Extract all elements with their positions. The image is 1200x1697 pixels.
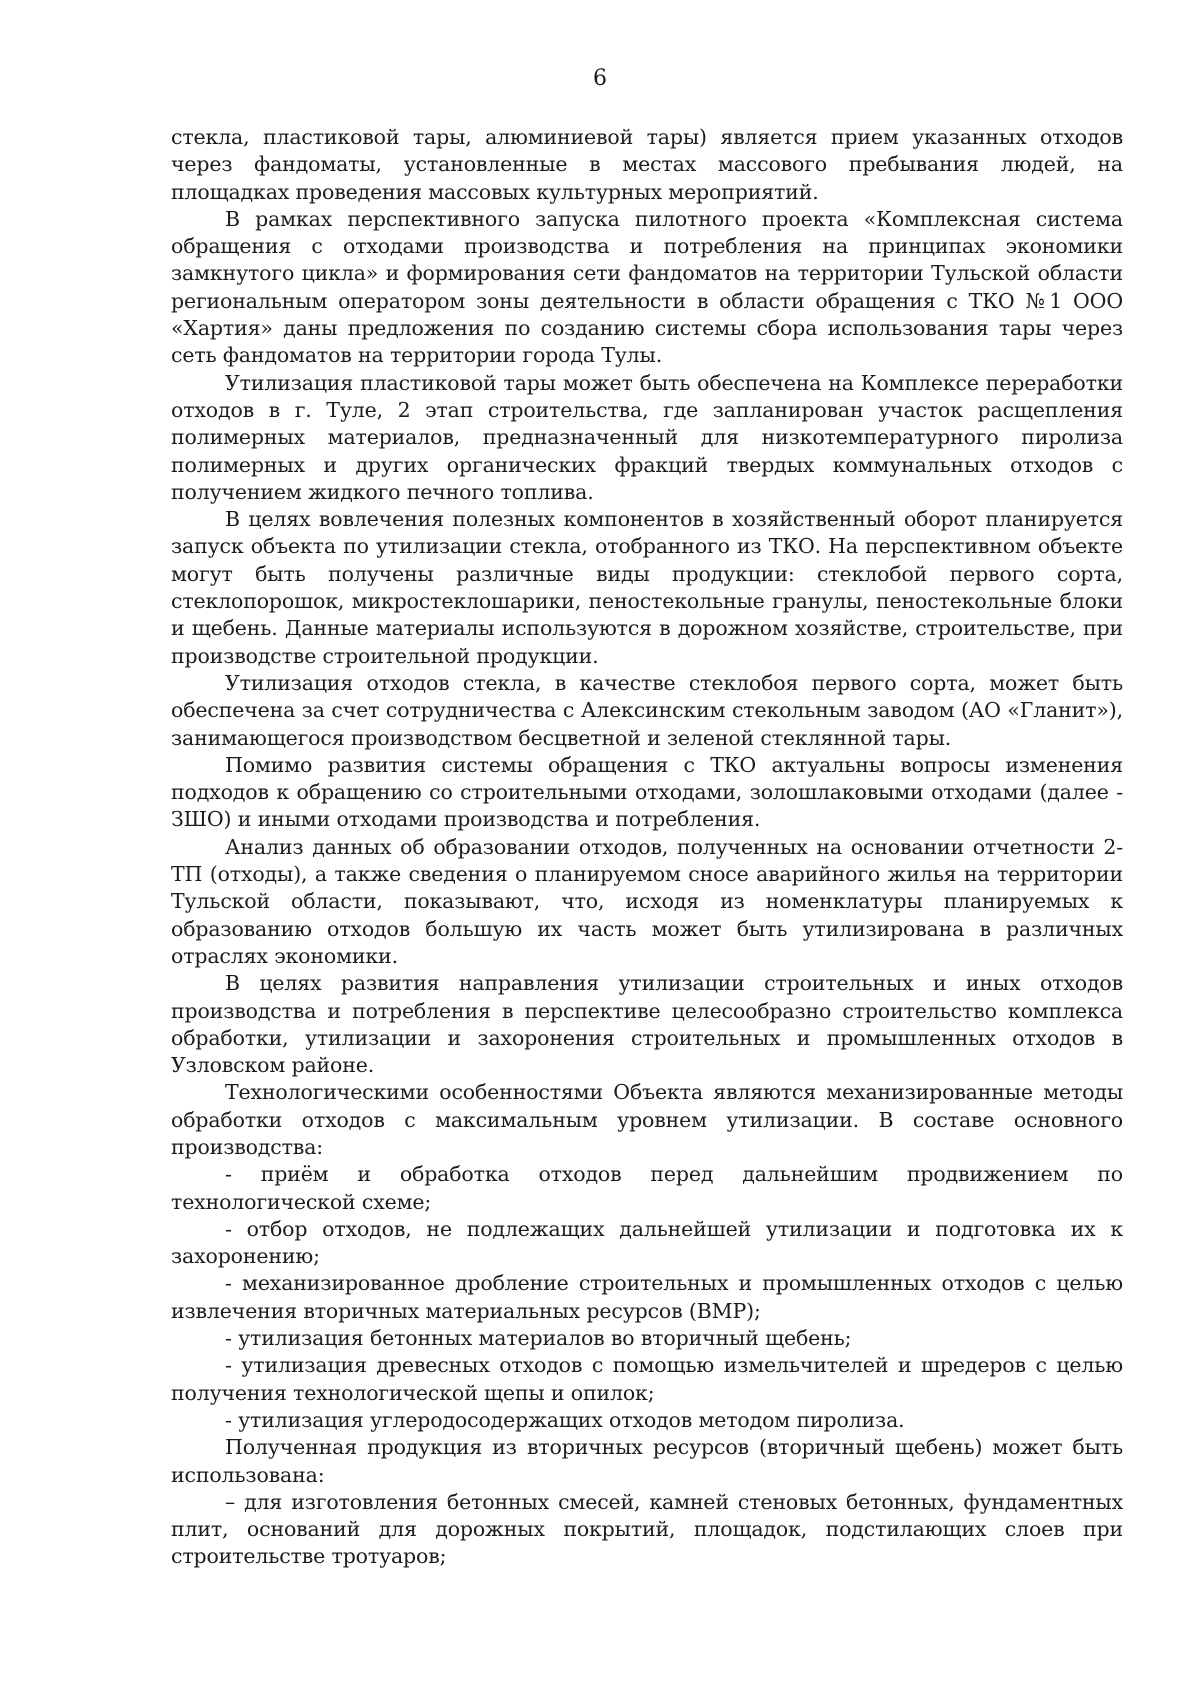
paragraph: В целях развития направления утилизации строительных и иных отходов производства и потребления в перспективе целесообразно строительство комплекса обработки, утилизации и захоронения строительных и промышленных отходов в Узловском районе. <box>171 971 1123 1078</box>
list-item: – для изготовления бетонных смесей, камней стеновых бетонных, фундаментных плит, оснований для дорожных покрытий, площадок, подстилающих слоев при строительстве тротуаров; <box>171 1489 1123 1569</box>
paragraph: Утилизация отходов стекла, в качестве стеклобоя первого сорта, может быть обеспечена за счет сотрудничества с Алексинским стекольным заводом (АО «Гланит»), занимающегося производством бесцветной и зеленой стеклянной тары. <box>171 670 1123 750</box>
list-item: - утилизация углеродосодержащих отходов методом пиролиза. <box>225 1407 905 1432</box>
paragraph: стекла, пластиковой тары, алюминиевой тары) является прием указанных отходов через фандоматы, установленные в местах массового пребывания людей, на площадках проведения массовых культурных мероприятий. <box>171 125 1123 204</box>
paragraph: Помимо развития системы обращения с ТКО актуальны вопросы изменения подходов к обращению со строительными отходами, золошлаковыми отходами (далее - ЗШО) и иными отходами производства и потребления. <box>171 752 1123 832</box>
document-body <box>171 124 1123 1571</box>
paragraph: В целях вовлечения полезных компонентов в хозяйственный оборот планируется запуск объекта по утилизации стекла, отобранного из ТКО. На перспективном объекте могут быть получены различные виды продукции: стеклобой первого сорта, стеклопорошок, микростеклошарики, пеностекольные гранулы, пеностекольные блоки и щебень. Данные материалы используются в дорожном хозяйстве, строительстве, при производстве строительной продукции. <box>171 507 1123 668</box>
paragraph: Полученная продукция из вторичных ресурсов (вторичный щебень) может быть использована: <box>171 1435 1123 1487</box>
page-number: 6 <box>593 66 607 91</box>
list-item: - отбор отходов, не подлежащих дальнейшей утилизации и подготовка их к захоронению; <box>171 1216 1123 1269</box>
list-item: - утилизация древесных отходов с помощью измельчителей и шредеров с целью получения технологической щепы и опилок; <box>171 1353 1123 1405</box>
list-item: - утилизация бетонных материалов во вторичный щебень; <box>225 1326 852 1351</box>
list-item: - приём и обработка отходов перед дальнейшим продвижением по технологической схеме; <box>171 1162 1123 1214</box>
paragraph: В рамках перспективного запуска пилотного проекта «Комплексная система обращения с отходами производства и потребления на принципах экономики замкнутого цикла» и формирования сети фандоматов на территории Тульской области региональным оператором зоны деятельности в области обращения с ТКО №1 ООО «Хартия» даны предложения по созданию системы сбора использования тары через сеть фандоматов на территории города Тулы. <box>171 206 1123 368</box>
list-item: - механизированное дробление строительных и промышленных отходов с целью извлечения вторичных материальных ресурсов (ВМР); <box>171 1271 1123 1323</box>
paragraph: Утилизация пластиковой тары может быть обеспечена на Комплексе переработки отходов в г. Туле, 2 этап строительства, где запланирован участок расщепления полимерных материалов, предназначенный для низкотемпературного пиролиза полимерных и других органических фракций твердых коммунальных отходов с получением жидкого печного топлива. <box>171 370 1123 504</box>
paragraph: Технологическими особенностями Объекта являются механизированные методы обработки отходов с максимальным уровнем утилизации. В составе основного производства: <box>171 1080 1123 1159</box>
paragraph: Анализ данных об образовании отходов, полученных на основании отчетности 2-ТП (отходы), а также сведения о планируемом сносе аварийного жилья на территории Тульской области, показывают, что, исходя из номенклатуры планируемых к образованию отходов большую их часть может быть утилизирована в различных отраслях экономики. <box>171 834 1123 968</box>
